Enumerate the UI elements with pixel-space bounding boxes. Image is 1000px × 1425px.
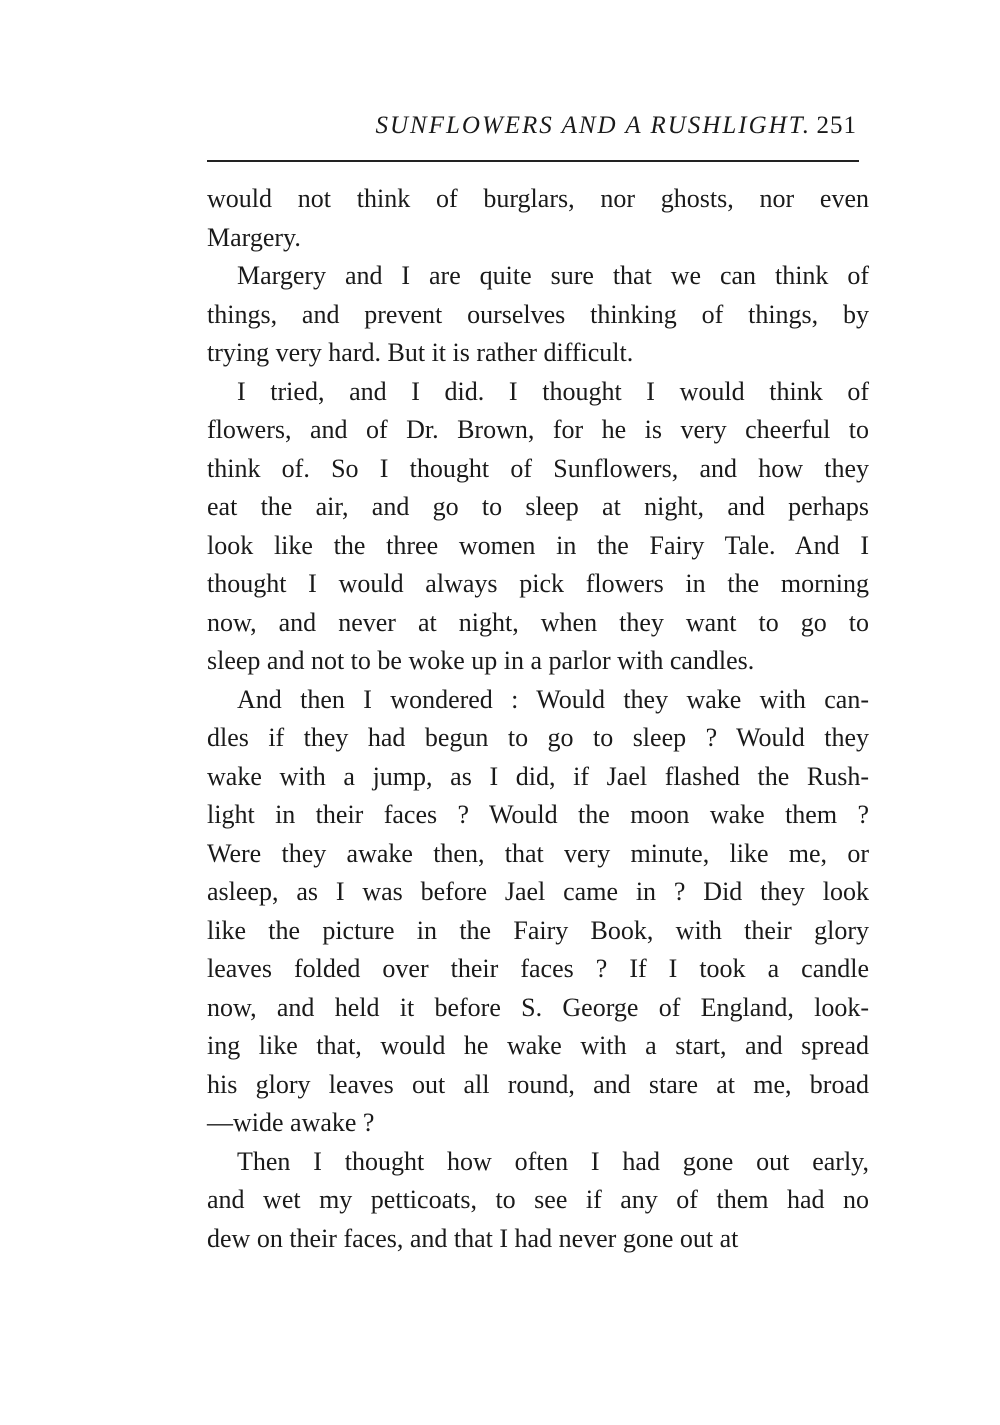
text-line: And then I wondered : Would they wake with can- — [237, 684, 869, 714]
text-line: leaves folded over their faces ? If I took a candle — [207, 954, 869, 983]
paragraph — [207, 373, 869, 681]
text-line: would not think of burglars, nor ghosts, nor even — [207, 184, 869, 213]
body-text — [207, 180, 869, 1258]
paragraph — [207, 681, 869, 1143]
text-line: I tried, and I did. I thought I would think of — [237, 376, 869, 406]
text-line: Margery and I are quite sure that we can think of — [237, 261, 869, 290]
text-line: —wide awake ? — [207, 1108, 375, 1137]
page-header — [207, 110, 869, 150]
text-line: dew on their faces, and that I had never gone out at — [207, 1223, 739, 1253]
text-line: dles if they had begun to go to sleep ? Would they — [207, 723, 869, 752]
text-line: light in their faces ? Would the moon wake them ? — [207, 800, 869, 829]
paragraph — [207, 180, 869, 257]
text-line: Margery. — [207, 222, 301, 252]
text-line: eat the air, and go to sleep at night, and perhaps — [207, 492, 869, 521]
text-line: asleep, as I was before Jael came in ? Did they look — [207, 877, 869, 906]
text-line: Then I thought how often I had gone out early, — [237, 1146, 869, 1176]
header-rule — [207, 160, 859, 162]
running-head: SUNFLOWERS AND A RUSHLIGHT. — [375, 112, 811, 139]
text-line: ing like that, would he wake with a start, and spread — [207, 1031, 869, 1060]
text-line: and wet my petticoats, to see if any of them had no — [207, 1185, 869, 1214]
text-line: like the picture in the Fairy Book, with their glory — [207, 915, 869, 945]
text-line: think of. So I thought of Sunflowers, and how they — [207, 453, 869, 483]
paragraph — [207, 257, 869, 373]
text-line: sleep and not to be woke up in a parlor with candles. — [207, 646, 755, 675]
text-line: Were they awake then, that very minute, like me, or — [207, 838, 869, 868]
page-number: 251 — [816, 112, 857, 139]
text-line: now, and held it before S. George of England, look- — [207, 992, 869, 1022]
text-line: his glory leaves out all round, and stare at me, broad — [207, 1069, 869, 1099]
paragraph — [207, 1143, 869, 1259]
text-line: now, and never at night, when they want to go to — [207, 607, 869, 637]
text-line: wake with a jump, as I did, if Jael flashed the Rush- — [207, 761, 869, 791]
text-line: things, and prevent ourselves thinking of things, by — [207, 299, 869, 329]
text-line: look like the three women in the Fairy Tale. And I — [207, 530, 869, 560]
text-line: thought I would always pick flowers in the morning — [207, 569, 869, 598]
text-line: trying very hard. But it is rather difficult. — [207, 338, 634, 367]
text-line: flowers, and of Dr. Brown, for he is very cheerful to — [207, 415, 869, 444]
